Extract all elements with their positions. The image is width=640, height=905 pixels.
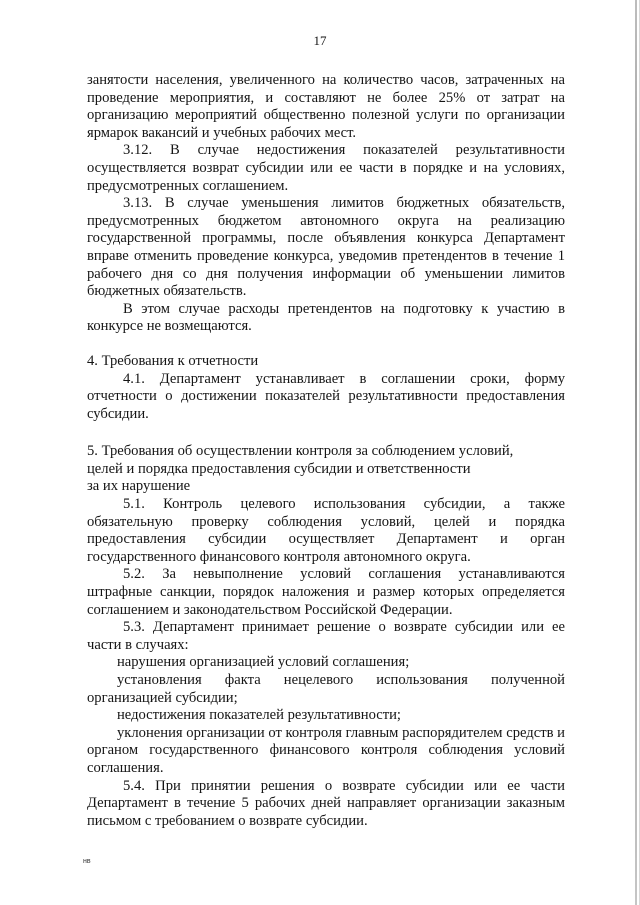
list-item: недостижения показателей результативности;	[117, 707, 401, 724]
paragraph-5-3: 5.3. Департамент принимает решение о возврате субсидии или ее части в случаях:	[87, 619, 565, 653]
page-number: 17	[313, 33, 327, 48]
paragraph-expenses: В этом случае расходы претендентов на подготовку к участию в конкурсе не возмещаются.	[87, 300, 565, 335]
paragraph-3-12: 3.12. В случае недостижения показателей результативности осуществляется возврат субсидии или ее части в порядке и на условиях, предусмотренных соглашением.	[87, 142, 565, 194]
scan-edge	[635, 0, 637, 905]
paragraph-3-13: 3.13. В случае уменьшения лимитов бюджетных обязательств, предусмотренных бюджетом автономного округа на реализацию государственной программы, после объявления конкурса Департамент вправе отменить проведение конкурса, уведомив претендентов в течение 1 рабочего дня со дня получения информации об уменьшении лимитов бюджетных обязательств.	[87, 195, 565, 300]
document-body	[87, 72, 565, 830]
list-item: уклонения организации от контроля главным распорядителем средств и органом государственного финансового контроля соблюдения условий соглашения.	[87, 724, 565, 776]
section-5-heading-line-1: 5. Требования об осуществлении контроля за соблюдением условий,	[87, 443, 514, 460]
section-4-heading: 4. Требования к отчетности	[87, 352, 259, 369]
list-item: нарушения организацией условий соглашения;	[117, 654, 410, 671]
paragraph-5-4: 5.4. При принятии решения о возврате субсидии или ее части Департамент в течение 5 рабочих дней направляет организации заказным письмом с требованием о возврате субсидии.	[87, 777, 565, 829]
paragraph-4-1: 4.1. Департамент устанавливает в соглашении сроки, форму отчетности о достижении показателей результативности предоставления субсидии.	[87, 370, 565, 422]
section-5-heading-line-2: целей и порядка предоставления субсидии и ответственности	[87, 460, 471, 477]
footer-initials: нв	[83, 858, 91, 865]
section-5-heading-line-3: за их нарушение	[87, 478, 191, 495]
paragraph-5-1: 5.1. Контроль целевого использования субсидии, а также обязательную проверку соблюдения условий, целей и порядка предоставления субсидии осуществляет Департамент и орган государственного финансового контроля автономного округа.	[87, 496, 565, 565]
paragraph-continuation: занятости населения, увеличенного на количество часов, затраченных на проведение мероприятия, и составляют не более 25% от затрат на организацию мероприятий общественно полезной услуги по организации ярмарок вакансий и учебных рабочих мест.	[87, 72, 565, 141]
paragraph-5-2: 5.2. За невыполнение условий соглашения устанавливаются штрафные санкции, порядок наложения и размер которых определяется соглашением и законодательством Российской Федерации.	[87, 566, 565, 618]
list-item: установления факта нецелевого использования полученной организацией субсидии;	[87, 672, 565, 706]
